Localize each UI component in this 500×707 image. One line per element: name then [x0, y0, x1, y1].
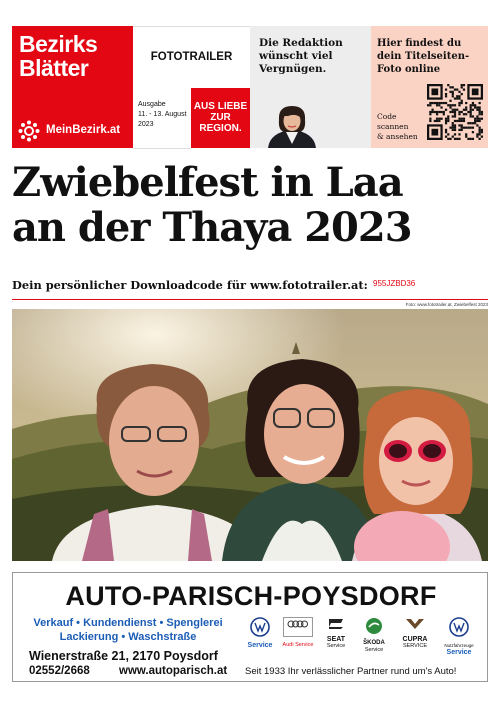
brand-vw	[241, 617, 279, 649]
qr-hint3: & ansehen	[377, 132, 418, 141]
brand-vwn-service: Service	[446, 649, 472, 656]
brand-cupra-logo-text: CUPRA	[402, 636, 428, 643]
editor-line3: Vergnügen.	[259, 63, 327, 75]
qr-code-icon[interactable]	[427, 84, 483, 140]
brand-cupra-label: SERVICE	[402, 643, 428, 649]
ad-services-line2: Lackierung • Waschstraße	[59, 631, 197, 643]
qr-hint2: scannen	[377, 122, 409, 131]
brand-seat	[317, 617, 355, 650]
brand-seat-label: Service	[326, 643, 346, 649]
cover-photo-illustration	[12, 309, 488, 561]
brand-seat-logo-text: SEAT	[326, 636, 346, 643]
seat-logo-icon	[326, 617, 346, 631]
editor-line1: Die Redaktion	[259, 37, 343, 49]
headline	[12, 160, 492, 250]
download-subtitle: Dein persönlicher Downloadcode für www.fototrailer.at:	[12, 278, 368, 292]
brand-vwn-label: Nutzfahrzeuge	[444, 643, 474, 648]
site-url: MeinBezirk.at	[46, 124, 121, 136]
ad-services-line1: Verkauf • Kundendienst • Spenglerei	[33, 617, 223, 629]
qr-code-box	[371, 26, 488, 148]
editor-line2: wünscht viel	[259, 50, 333, 62]
editor-portrait	[260, 106, 324, 148]
issue-info	[133, 88, 191, 149]
download-code: 955JZBD36	[373, 279, 416, 288]
cupra-logo-icon	[404, 617, 426, 631]
qr-text	[377, 37, 469, 76]
ad-website[interactable]: www.autoparisch.at	[119, 665, 228, 677]
ad-phone: 02552/2668	[29, 665, 90, 677]
fototrailer-box	[133, 26, 250, 90]
photo-credit: Foto: www.fototrailer.at, Zwiebelfest 2023	[405, 302, 488, 307]
issue-label: Ausgabe	[138, 101, 166, 108]
brand-name-line1: Bezirks	[19, 31, 98, 57]
love-region-badge	[191, 88, 250, 148]
brand-cupra	[393, 617, 437, 650]
brand-skoda	[355, 617, 393, 654]
skoda-logo-icon	[364, 617, 384, 635]
ad-slogan: Seit 1933 Ihr verlässlicher Partner rund um's Auto!	[245, 666, 457, 677]
headline-line2: an der Thaya 2023	[12, 204, 412, 251]
brand-name	[19, 32, 97, 80]
vw-logo-icon	[250, 617, 270, 637]
brand-vw-service: Service	[247, 642, 273, 649]
advertisement[interactable]	[12, 572, 488, 682]
love-line1: AUS LIEBE	[193, 101, 248, 112]
brand-skoda-logo-text: ŠKODA	[363, 640, 385, 646]
love-line2: ZUR	[210, 112, 231, 123]
meinbezirk-sun-icon	[18, 120, 40, 142]
brand-audi	[279, 617, 317, 649]
bezirksblaetter-logo-block	[12, 26, 133, 148]
qr-line3: Foto online	[377, 64, 441, 75]
brand-audi-label: Audi Service	[282, 642, 314, 648]
fototrailer-label: FOTOTRAILER	[150, 51, 233, 63]
audi-logo-icon	[283, 617, 313, 637]
brand-name-line2: Blätter	[19, 55, 89, 81]
ad-address: Wienerstraße 21, 2170 Poysdorf	[29, 649, 218, 663]
qr-hint1: Code	[377, 112, 397, 121]
qr-line2: dein Titelseiten-	[377, 51, 470, 62]
cover-photo	[12, 309, 488, 561]
ad-title: AUTO-PARISCH-POYSDORF	[65, 581, 437, 611]
headline-line1: Zwiebelfest in Laa	[12, 159, 403, 206]
brand-vw-nutzfahrzeuge	[437, 617, 481, 656]
issue-dates: 11. - 13. August	[138, 111, 187, 118]
divider-rule	[12, 299, 488, 300]
qr-hint	[377, 112, 418, 142]
editor-text	[259, 37, 343, 76]
vw-nutzfahrzeuge-logo-icon	[449, 617, 469, 637]
issue-year: 2023	[138, 121, 154, 128]
love-line3: REGION.	[199, 123, 242, 134]
qr-line1: Hier findest du	[377, 38, 462, 49]
editor-greeting	[250, 26, 371, 148]
brand-skoda-label: Service	[364, 647, 384, 653]
